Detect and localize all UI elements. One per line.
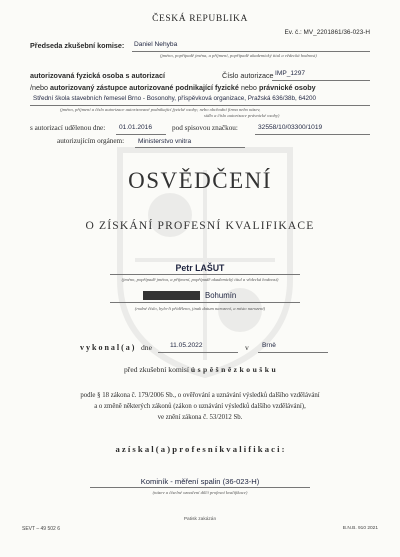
commission-hint: (jméno, popřípadě jména, a příjmení, popřípadě akademický titul a vědecká hodnost): [160, 53, 317, 58]
authorization-number-label: Číslo autorizace: [222, 71, 274, 80]
exam-result-prefix: před zkušební komisí: [124, 365, 189, 374]
exam-result-line: [0, 365, 400, 374]
representative-label: autorizovaný zástupce autorizované podnikající fyzické: [50, 83, 239, 92]
country-heading: ČESKÁ REPUBLIKA: [152, 14, 248, 24]
legal-basis-line-1: podle § 18 zákona č. 179/2006 Sb., o ověřování a uznávání výsledků dalšího vzdělávání: [80, 392, 320, 399]
exam-date-underline: [158, 352, 238, 353]
file-number: 32558/10/03300/1019: [258, 124, 323, 131]
or-label-2: nebo: [240, 83, 257, 92]
footer-print-code: B.N.B. 910 2021: [342, 526, 378, 531]
granted-underline: [116, 134, 166, 135]
granted-date: 01.01.2016: [119, 124, 153, 131]
qualification-hint: (název a číselné označení dílčí profesní kvalifikace): [152, 490, 248, 495]
qualification-heading: a z í s k a l ( a ) p r o f e s n í k v a l i f i k a c i :: [115, 444, 285, 454]
authority-underline: [135, 147, 245, 148]
registration-number: Ev. č.: MV_2201861/36-023-H: [284, 29, 370, 36]
entity-hint-2: sídlo a číslo autorizace právnické osoby): [204, 113, 280, 118]
birth-hint: (rodné číslo, bylo-li přiděleno, jinak datum narození, a místo narození): [134, 306, 266, 311]
holder-underline: [110, 274, 300, 275]
qualification-name: Kominík - měření spalin (36-023-H): [140, 477, 260, 486]
legal-basis-line-2: a o změně některých zákonů (zákon o uznávání výsledků dalšího vzdělávání),: [94, 403, 306, 410]
exam-place: Brně: [262, 342, 276, 349]
birth-place: Bohumín: [205, 291, 237, 300]
footer-form-code: SEVT – 49 502 6: [22, 526, 60, 532]
authorized-person-label: autorizovaná fyzická osoba s autorizací: [30, 71, 166, 80]
performed-label: v y k o n a l ( a ): [80, 343, 135, 352]
exam-result: ú s p ě š n ě z k o u š k u: [190, 365, 276, 374]
or-label: /nebo: [30, 83, 48, 92]
entity-underline: [30, 105, 370, 106]
exam-place-underline: [258, 352, 328, 353]
exam-place-label: v: [245, 343, 249, 352]
authorized-entity: Střední škola stavebních řemesel Brno - Bosonohy, příspěvková organizace, Pražská 636/38b, 64200: [33, 95, 317, 102]
authorization-number-underline: [272, 80, 370, 81]
holder-hint: (jméno, popřípadě jména, a příjmení, popřípadě akademický titul a vědecká hodnost): [121, 277, 279, 282]
exam-date-label: dne: [141, 343, 152, 352]
legal-entity-label: právnické osoby: [258, 83, 316, 92]
birth-underline: [110, 302, 300, 303]
authorization-number: IMP_1297: [275, 70, 306, 77]
redacted-birth-number: [143, 291, 200, 300]
authorized-representative-line: [30, 83, 316, 92]
certificate-subtitle: O ZÍSKÁNÍ PROFESNÍ KVALIFIKACE: [85, 220, 315, 232]
footer-reprint-note: Patisk zakázán: [183, 517, 217, 522]
entity-hint-1: (jméno, příjmení a číslo autorizace autorizované podnikající fyzické osoby; nebo obchodní firma nebo název,: [60, 107, 261, 112]
qualification-underline: [90, 487, 310, 488]
holder-name: Petr LAŠUT: [175, 263, 225, 273]
commission-label: Předseda zkušební komise:: [30, 41, 125, 50]
authority-label: autorizujícím orgánem:: [57, 137, 125, 145]
legal-basis-line-3: ve znění zákona č. 53/2012 Sb.: [157, 414, 243, 421]
commission-underline: [132, 51, 370, 52]
authority: Ministerstvo vnitra: [138, 138, 192, 145]
file-number-label: pod spisovou značkou:: [172, 124, 238, 132]
exam-date: 11.05.2022: [170, 342, 203, 349]
commission-chair: Daniel Nehyba: [134, 41, 178, 48]
granted-label: s autorizací udělenou dne:: [30, 124, 106, 132]
certificate-title: OSVĚDČENÍ: [128, 168, 272, 193]
file-number-underline: [255, 134, 370, 135]
